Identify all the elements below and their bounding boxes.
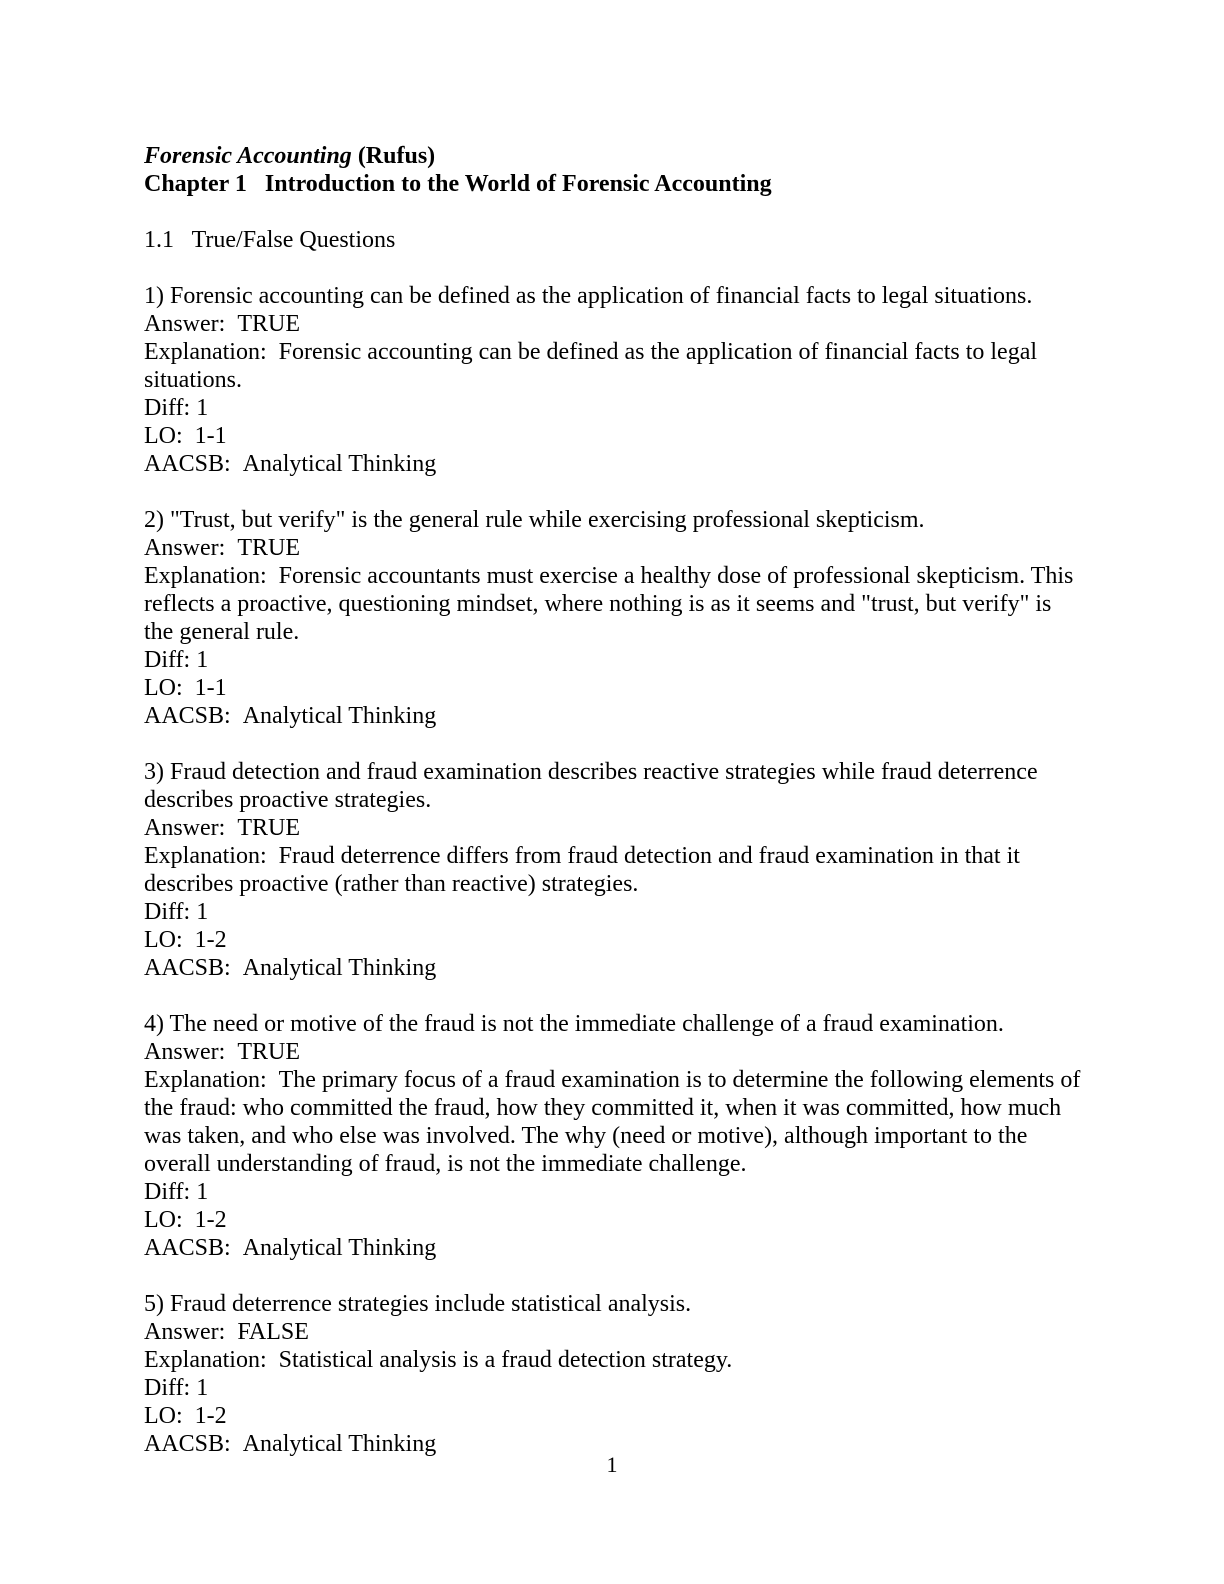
- answer-line: [144, 310, 1084, 338]
- answer-value: FALSE: [237, 1319, 309, 1345]
- explanation-label: Explanation:: [144, 563, 267, 589]
- explanation-text: The primary focus of a fraud examination is to determine the following elements of the fraud: who committed the fraud, how they committed it, when it was committed, how much was taken, and who else was involved. The why (need or motive), although important to the overall understanding of fraud, is not the immediate challenge.: [144, 1067, 1087, 1177]
- lo-line: [144, 1206, 1084, 1234]
- diff-value: 1: [196, 647, 209, 673]
- aacsb-line: [144, 1234, 1084, 1262]
- aacsb-value: Analytical Thinking: [242, 451, 437, 477]
- lo-line: [144, 926, 1084, 954]
- aacsb-label: AACSB:: [144, 703, 231, 729]
- aacsb-label: AACSB:: [144, 955, 231, 981]
- diff-value: 1: [196, 899, 209, 925]
- explanation-text: Forensic accounting can be defined as the application of financial facts to legal situations.: [144, 339, 1044, 393]
- lo-value: 1-1: [194, 675, 227, 701]
- answer-line: [144, 814, 1084, 842]
- lo-line: [144, 674, 1084, 702]
- question-text: 4) The need or motive of the fraud is not the immediate challenge of a fraud examination.: [144, 1011, 1004, 1037]
- lo-label: LO:: [144, 1403, 183, 1429]
- question-block-1: [144, 282, 1084, 478]
- question-block-3: [144, 758, 1084, 982]
- answer-label: Answer:: [144, 1319, 226, 1345]
- question-text: 2) "Trust, but verify" is the general rule while exercising professional skepticism.: [144, 507, 925, 533]
- aacsb-label: AACSB:: [144, 1235, 231, 1261]
- diff-line: [144, 646, 1084, 674]
- page-number: 1: [606, 1452, 618, 1477]
- section-heading: 1.1 True/False Questions: [144, 227, 396, 253]
- lo-line: [144, 422, 1084, 450]
- aacsb-value: Analytical Thinking: [242, 1235, 437, 1261]
- lo-label: LO:: [144, 675, 183, 701]
- answer-label: Answer:: [144, 311, 226, 337]
- explanation-label: Explanation:: [144, 843, 267, 869]
- diff-label: Diff:: [144, 1375, 191, 1401]
- explanation-line: [144, 1066, 1087, 1178]
- answer-value: TRUE: [237, 1039, 300, 1065]
- aacsb-line: [144, 702, 1084, 730]
- explanation-text: Forensic accountants must exercise a healthy dose of professional skepticism. This reflects a proactive, questioning mindset, where nothing is as it seems and "trust, but verify" is the general rule.: [144, 563, 1080, 645]
- lo-value: 1-1: [194, 423, 227, 449]
- aacsb-label: AACSB:: [144, 451, 231, 477]
- answer-value: TRUE: [237, 311, 300, 337]
- diff-line: [144, 1178, 1084, 1206]
- document-header: [144, 142, 1084, 198]
- answer-label: Answer:: [144, 815, 226, 841]
- book-author: (Rufus): [351, 143, 436, 169]
- answer-label: Answer:: [144, 535, 226, 561]
- diff-value: 1: [196, 1179, 209, 1205]
- chapter-heading: Chapter 1 Introduction to the World of Forensic Accounting: [144, 171, 772, 197]
- diff-label: Diff:: [144, 899, 191, 925]
- answer-line: [144, 534, 1084, 562]
- answer-label: Answer:: [144, 1039, 226, 1065]
- explanation-line: [144, 842, 1084, 898]
- explanation-label: Explanation:: [144, 1347, 267, 1373]
- diff-value: 1: [196, 1375, 209, 1401]
- diff-line: [144, 898, 1084, 926]
- lo-label: LO:: [144, 423, 183, 449]
- lo-label: LO:: [144, 1207, 183, 1233]
- lo-line: [144, 1402, 1084, 1430]
- section-heading-block: [144, 226, 1084, 254]
- explanation-label: Explanation:: [144, 1067, 267, 1093]
- question-block-5: [144, 1290, 1084, 1458]
- diff-line: [144, 394, 1084, 422]
- lo-value: 1-2: [194, 927, 227, 953]
- question-text: 3) Fraud detection and fraud examination describes reactive strategies while fraud deterrence describes proactive strategies.: [144, 759, 1044, 813]
- aacsb-value: Analytical Thinking: [242, 703, 437, 729]
- answer-value: TRUE: [237, 815, 300, 841]
- explanation-line: [144, 562, 1084, 646]
- explanation-text: Fraud deterrence differs from fraud detection and fraud examination in that it describes proactive (rather than reactive) strategies.: [144, 843, 1026, 897]
- aacsb-line: [144, 450, 1084, 478]
- lo-label: LO:: [144, 927, 183, 953]
- diff-line: [144, 1374, 1084, 1402]
- lo-value: 1-2: [194, 1207, 227, 1233]
- explanation-line: [144, 338, 1084, 394]
- aacsb-value: Analytical Thinking: [242, 1431, 437, 1457]
- explanation-text: Statistical analysis is a fraud detection strategy.: [278, 1347, 733, 1373]
- explanation-line: [144, 1346, 1084, 1374]
- answer-value: TRUE: [237, 535, 300, 561]
- question-text: 1) Forensic accounting can be defined as the application of financial facts to legal situations.: [144, 283, 1033, 309]
- lo-value: 1-2: [194, 1403, 227, 1429]
- document-content: [144, 142, 1087, 1486]
- diff-label: Diff:: [144, 395, 191, 421]
- explanation-label: Explanation:: [144, 339, 267, 365]
- answer-line: [144, 1038, 1084, 1066]
- diff-label: Diff:: [144, 1179, 191, 1205]
- aacsb-line: [144, 954, 1084, 982]
- question-text: 5) Fraud deterrence strategies include statistical analysis.: [144, 1291, 692, 1317]
- diff-value: 1: [196, 395, 209, 421]
- diff-label: Diff:: [144, 647, 191, 673]
- question-block-4: [144, 1010, 1087, 1262]
- book-title: Forensic Accounting: [144, 143, 352, 169]
- aacsb-value: Analytical Thinking: [242, 955, 437, 981]
- book-title-line: [144, 142, 1084, 170]
- question-block-2: [144, 506, 1084, 730]
- answer-line: [144, 1318, 1084, 1346]
- aacsb-label: AACSB:: [144, 1431, 231, 1457]
